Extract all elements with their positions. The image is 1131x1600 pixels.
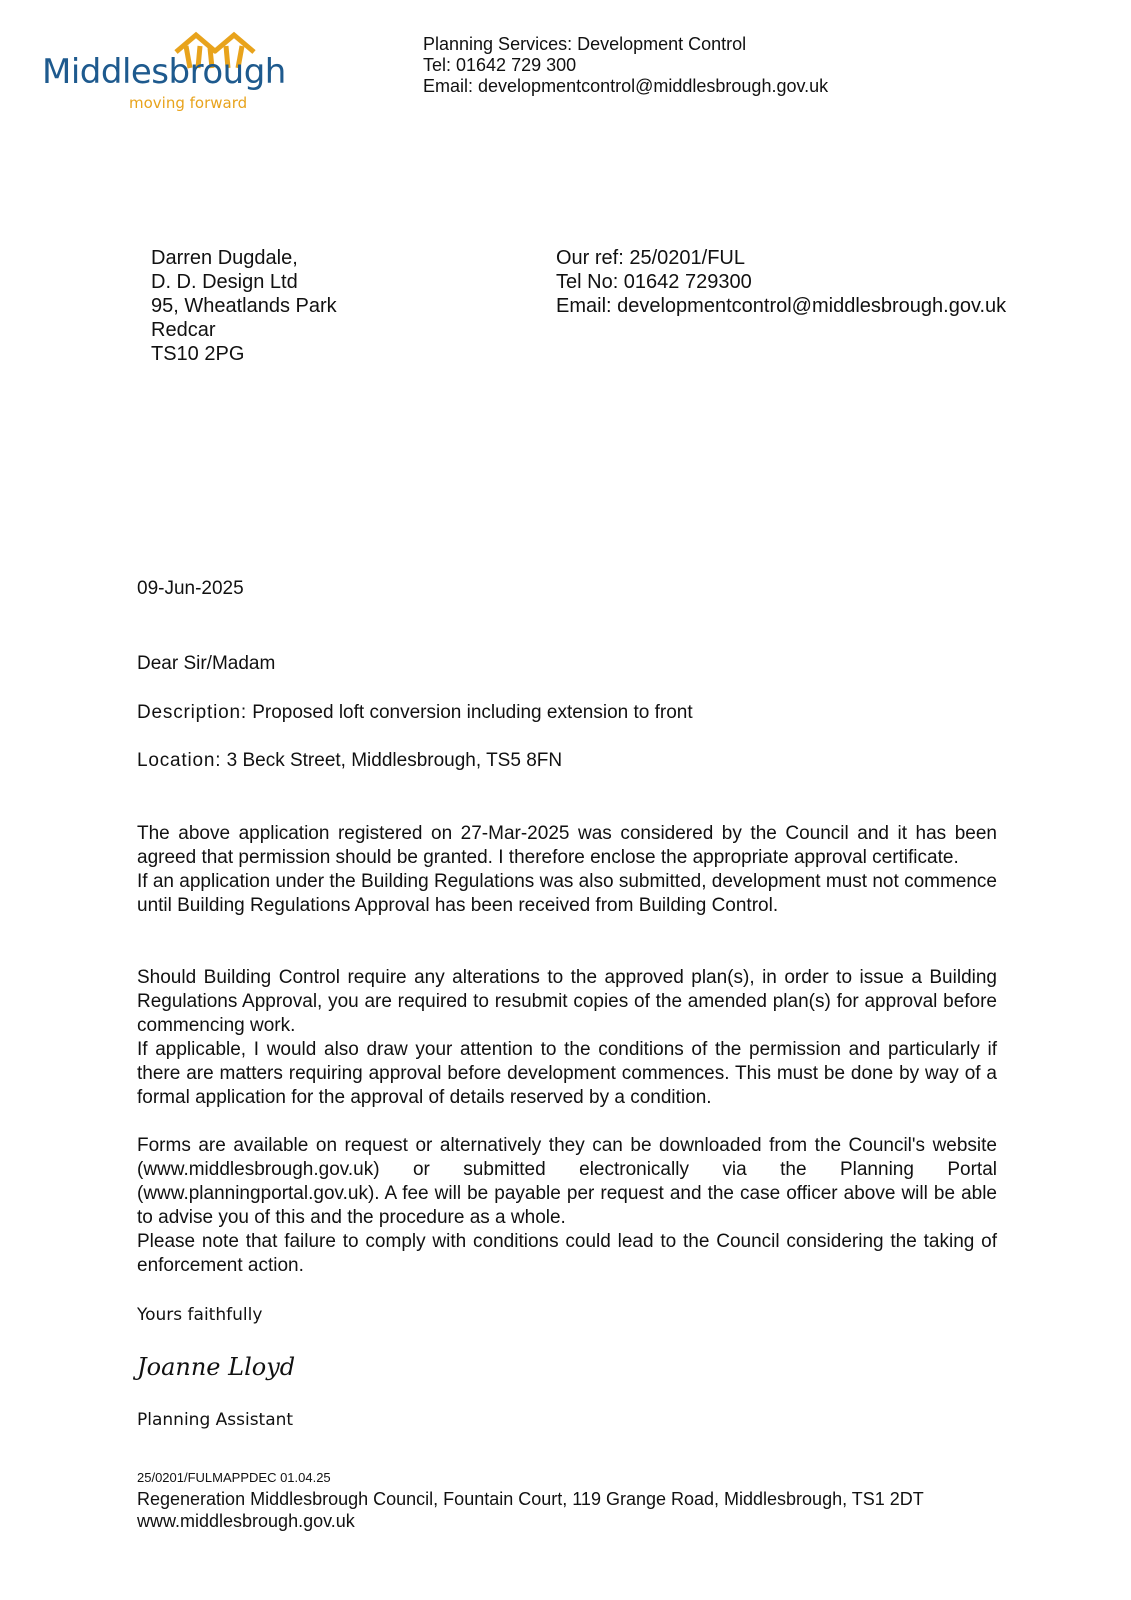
logo-tagline: moving forward <box>129 94 248 112</box>
footer-address: Regeneration Middlesbrough Council, Fountain Court, 119 Grange Road, Middlesbrough, TS1 2DT <box>137 1489 924 1509</box>
department-email: Email: developmentcontrol@middlesbrough.gov.uk <box>423 76 829 96</box>
paragraph-2b: If applicable, I would also draw your attention to the conditions of the permission and particularly if there are matters requiring approval before development commences. This must be done by way of a formal application for the approval of details reserved by a condition. <box>137 1039 997 1108</box>
department-phone: Tel: 01642 729 300 <box>423 55 577 75</box>
document-reference: 25/0201/FULMAPPDEC 01.04.25 <box>137 1470 331 1485</box>
paragraph-1a: The above application registered on 27-Mar-2025 was considered by the Council and it has been agreed that permission should be granted. I therefore enclose the appropriate approval certificate. <box>137 823 997 868</box>
location-line <box>137 750 562 772</box>
description-label: Description: <box>137 702 247 723</box>
location-label: Location: <box>137 750 222 771</box>
department-header <box>423 34 828 97</box>
paragraph-1b: If an application under the Building Regulations was also submitted, development must not commence until Building Regulations Approval has been received from Building Control. <box>137 871 997 916</box>
closing: Yours faithfully <box>137 1305 263 1325</box>
department-name: Planning Services: Development Control <box>423 34 747 54</box>
reference-block <box>556 246 1006 318</box>
description-text: Proposed loft conversion including extension to front <box>252 702 693 723</box>
signatory-title: Planning Assistant <box>137 1410 294 1430</box>
signature: Joanne Lloyd <box>137 1353 296 1381</box>
recipient-postcode: TS10 2PG <box>151 343 245 365</box>
recipient-street: 95, Wheatlands Park <box>151 295 337 317</box>
paragraph-3a: Forms are available on request or alternatively they can be downloaded from the Council's website (www.middlesbrough.gov.uk) or submitted electronically via the Planning Portal (www.planningportal.gov.uk). A fee will be payable per request and the case officer above will be able to advise you of this and the procedure as a whole. <box>137 1135 997 1228</box>
paragraph-2 <box>137 966 997 1110</box>
tel-no: Tel No: 01642 729300 <box>556 271 752 293</box>
letter-date: 09-Jun-2025 <box>137 578 244 599</box>
recipient-town: Redcar <box>151 319 216 341</box>
footer-website: www.middlesbrough.gov.uk <box>137 1511 355 1531</box>
paragraph-1 <box>137 822 997 918</box>
recipient-company: D. D. Design Ltd <box>151 271 298 293</box>
paragraph-2a: Should Building Control require any alterations to the approved plan(s), in order to issue a Building Regulations Approval, you are required to resubmit copies of the amended plan(s) for approval before commencing work. <box>137 967 997 1036</box>
description-line <box>137 702 693 724</box>
council-logo <box>38 30 308 120</box>
ref-email: Email: developmentcontrol@middlesbrough.gov.uk <box>556 295 1007 317</box>
location-text: 3 Beck Street, Middlesbrough, TS5 8FN <box>226 750 563 771</box>
recipient-address <box>151 246 337 366</box>
paragraph-3 <box>137 1134 997 1278</box>
salutation: Dear Sir/Madam <box>137 653 276 674</box>
our-ref: Our ref: 25/0201/FUL <box>556 247 745 269</box>
paragraph-3b: Please note that failure to comply with conditions could lead to the Council considering the taking of enforcement action. <box>137 1231 997 1276</box>
logo-wordmark: Middlesbrough <box>42 52 286 92</box>
recipient-name: Darren Dugdale, <box>151 247 298 269</box>
